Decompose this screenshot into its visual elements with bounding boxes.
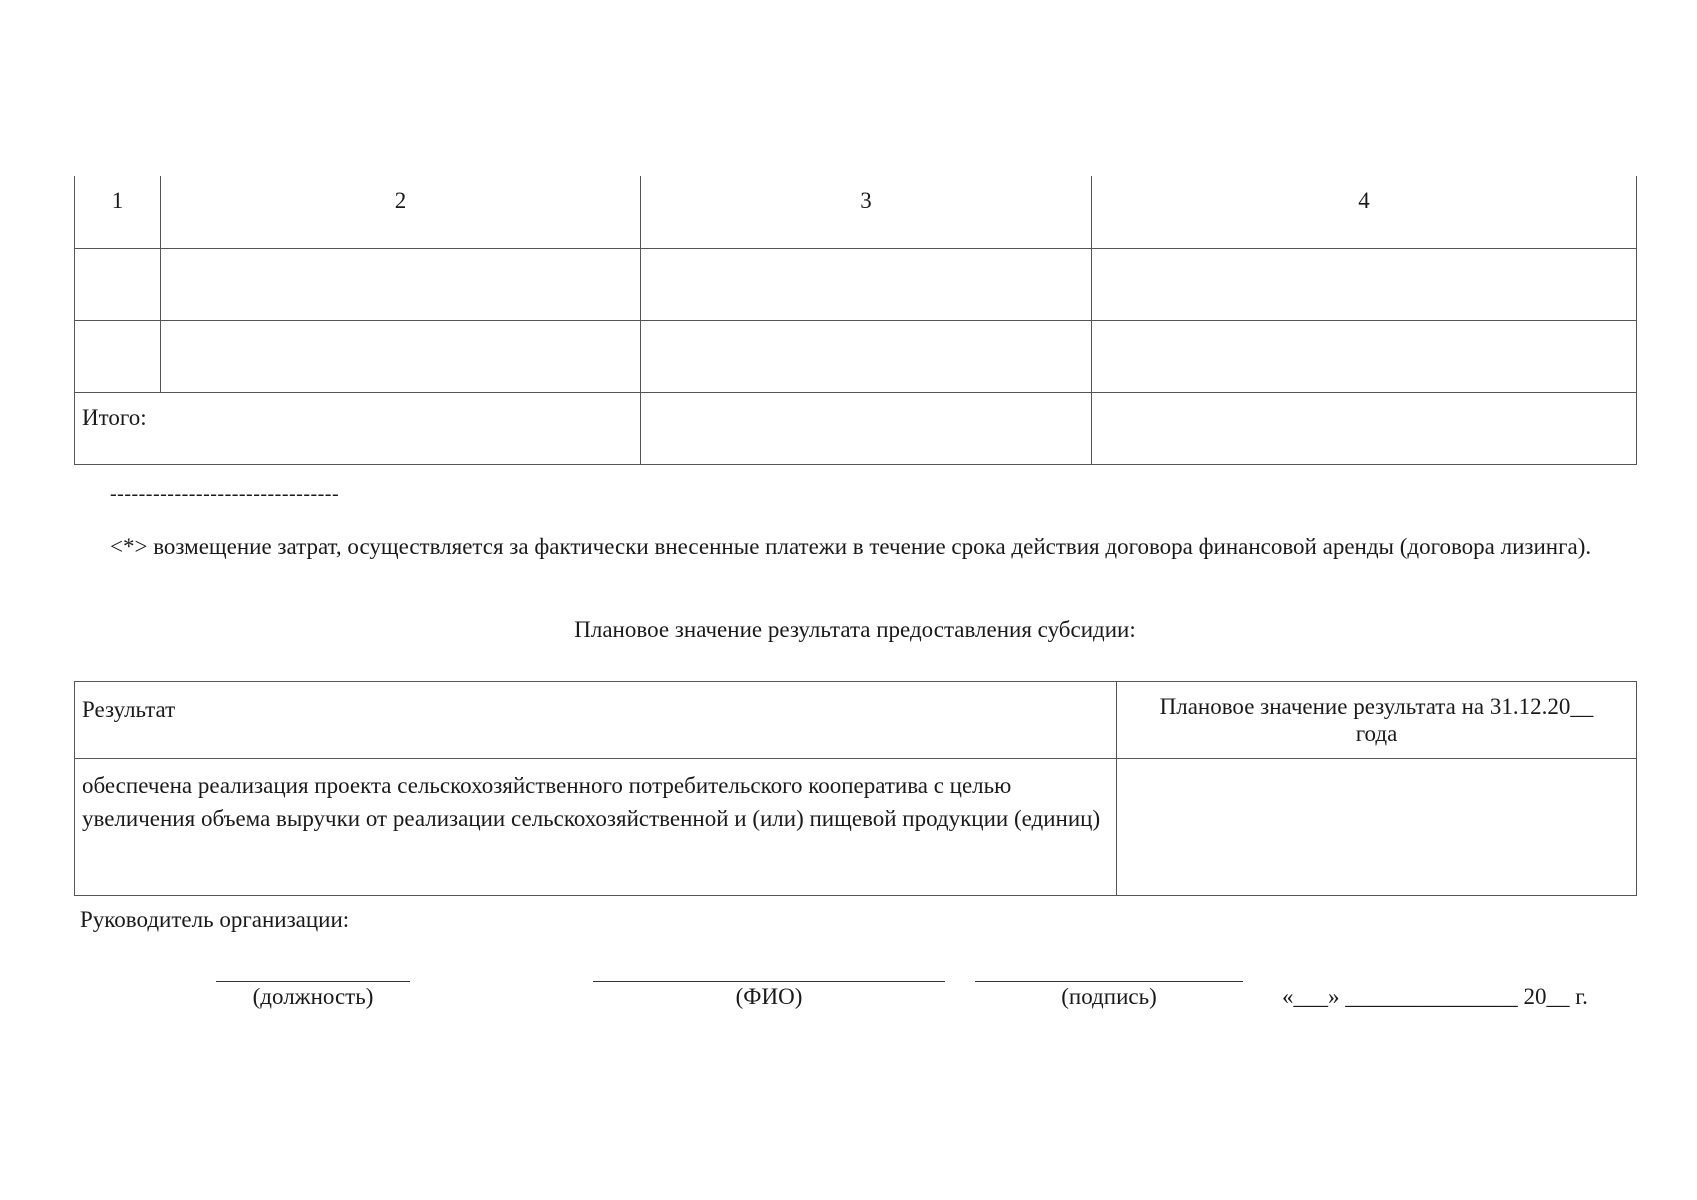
total-label: Итого: <box>75 392 641 464</box>
column-number-3: 3 <box>641 176 1092 248</box>
column-number-4: 4 <box>1092 176 1637 248</box>
total-cell <box>1092 392 1637 464</box>
plan-value-cell <box>1117 759 1637 896</box>
table-cell <box>161 248 641 320</box>
table-cell <box>75 320 161 392</box>
date-field: «___» _______________ 20__ г. <box>1282 984 1588 1009</box>
result-description: обеспечена реализация проекта сельскохозяйственного потребительского кооператива с целью увеличения объема выручки от реализации сельскохозяйственной и (или) пищевой продукции (единиц) <box>75 759 1117 896</box>
column-number-2: 2 <box>161 176 641 248</box>
table-cell <box>161 320 641 392</box>
section-heading: Плановое значение результата предоставления субсидии: <box>574 617 1136 642</box>
head-of-organization-label: Руководитель организации: <box>80 907 350 932</box>
position-line <box>216 981 410 982</box>
table-header-row <box>75 176 1637 248</box>
result-column-header: Результат <box>75 682 1117 759</box>
result-table <box>74 681 1637 896</box>
position-caption: (должность) <box>252 984 374 1009</box>
table-row <box>75 248 1637 320</box>
total-row <box>75 392 1637 464</box>
table-cell <box>75 248 161 320</box>
result-table-header <box>75 682 1637 759</box>
name-caption: (ФИО) <box>735 984 803 1009</box>
column-number-1: 1 <box>75 176 161 248</box>
result-table-row <box>75 759 1637 896</box>
table-cell <box>641 320 1092 392</box>
footnote-separator: -------------------------------- <box>110 483 340 505</box>
total-cell <box>641 392 1092 464</box>
signature-line <box>975 981 1243 982</box>
table-cell <box>1092 248 1637 320</box>
table-cell <box>641 248 1092 320</box>
expenses-table <box>74 176 1637 465</box>
signature-caption: (подпись) <box>1061 984 1157 1009</box>
table-cell <box>1092 320 1637 392</box>
plan-column-header: Плановое значение результата на 31.12.20__ года <box>1117 682 1637 759</box>
footnote-text: <*> возмещение затрат, осуществляется за фактически внесенные платежи в течение срока действия договора финансовой аренды (договора лизинга). <box>110 534 1592 559</box>
table-row <box>75 320 1637 392</box>
name-line <box>593 981 945 982</box>
